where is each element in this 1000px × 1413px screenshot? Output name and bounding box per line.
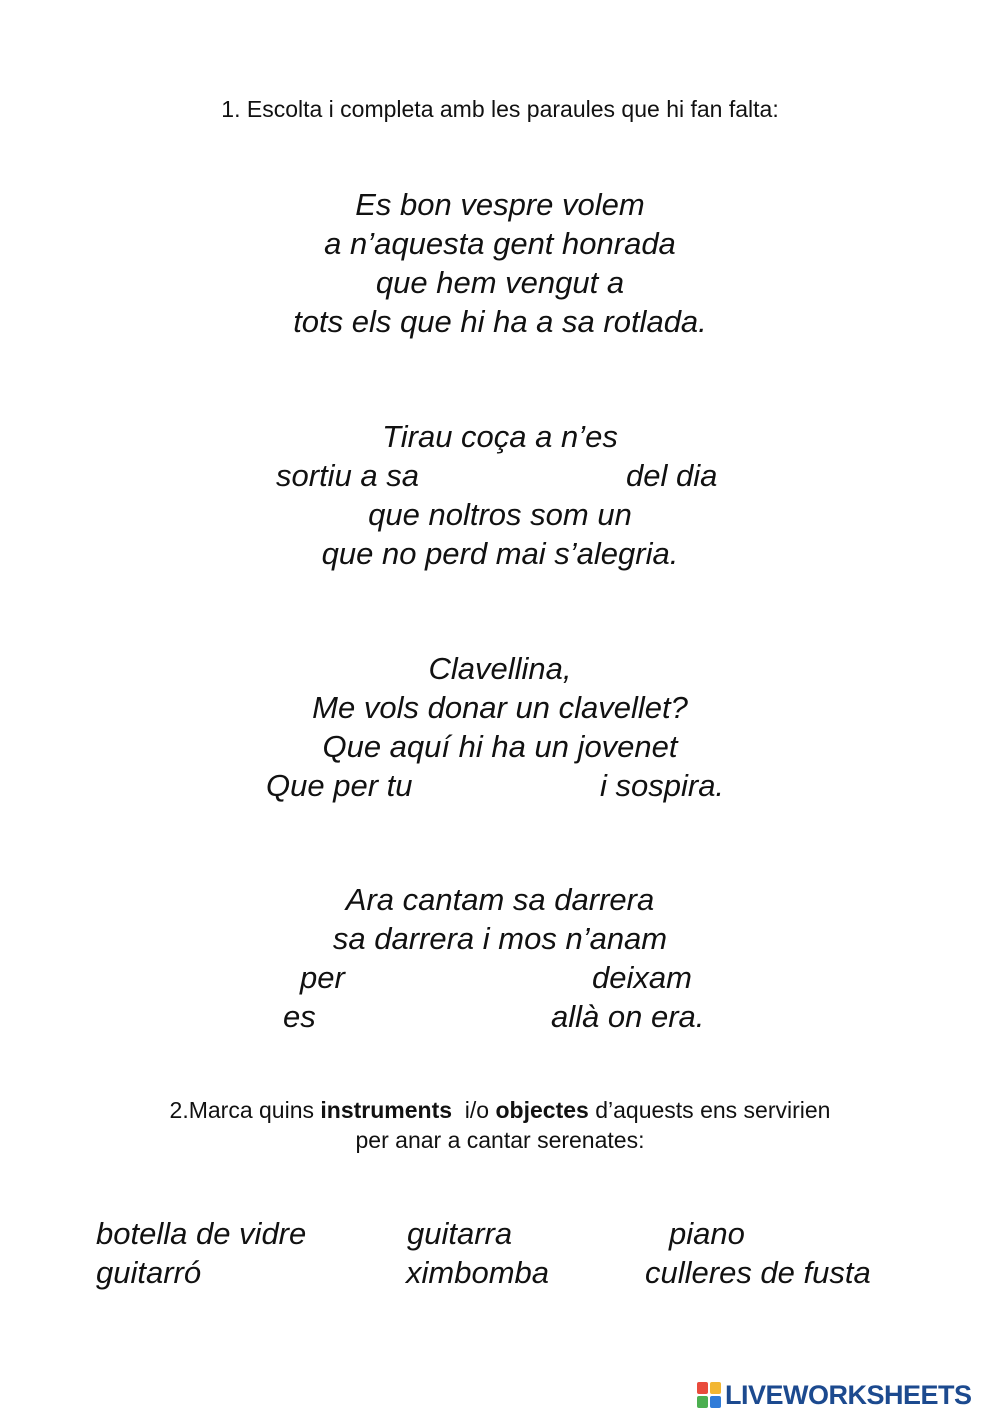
verse-line: que hem vengut a	[375, 265, 625, 300]
verse-line: Me vols donar un clavellet?	[312, 690, 688, 725]
verse-line: que noltros som un	[368, 497, 632, 532]
verse-line: Tirau coça a n’es	[382, 419, 618, 454]
mark-square	[697, 1382, 708, 1394]
liveworksheets-logo-text: LIVEWORKSHEETS	[725, 1379, 972, 1410]
instruction-text: d’aquests ens servirien	[588, 1097, 831, 1123]
verse-line: que no perd mai s’alegria.	[321, 536, 679, 571]
verse-line-end: deixam	[592, 960, 692, 995]
option-ximbomba[interactable]: ximbomba	[406, 1255, 549, 1290]
verse-line: Que per tu	[266, 768, 413, 803]
instruction-text: 2.Marca quins	[169, 1097, 321, 1123]
verse-4	[0, 880, 1000, 1040]
exercise-1-instruction: 1. Escolta i completa amb les paraules que hi fan falta:	[221, 96, 779, 122]
verse-line: sortiu a sa	[276, 458, 420, 493]
mark-square	[710, 1396, 721, 1408]
option-guitarro[interactable]: guitarró	[96, 1255, 202, 1290]
verse-1	[0, 185, 1000, 345]
liveworksheets-mark-icon	[697, 1382, 721, 1408]
option-guitarra[interactable]: guitarra	[407, 1216, 513, 1251]
exercise-2-instruction-line-2: per anar a cantar serenates:	[355, 1127, 645, 1153]
instruction-text: i/o	[452, 1097, 496, 1123]
verse-line-end: allà on era.	[551, 999, 705, 1034]
instruction-bold-objectes: objectes	[495, 1097, 589, 1123]
instruction-bold-instruments: instruments	[320, 1097, 453, 1123]
liveworksheets-logo	[697, 1378, 972, 1412]
verse-line: sa darrera i mos n’anam	[332, 921, 668, 956]
exercise-2-instruction-line-1	[0, 1095, 1000, 1125]
option-botella-de-vidre[interactable]: botella de vidre	[96, 1216, 307, 1251]
verse-line-end: i sospira.	[600, 768, 725, 803]
verse-line-end: del dia	[626, 458, 718, 493]
verse-line: tots els que hi ha a sa rotlada.	[293, 304, 707, 339]
verse-2	[0, 417, 1000, 577]
mark-square	[697, 1396, 708, 1408]
verse-3	[0, 649, 1000, 809]
option-culleres-de-fusta[interactable]: culleres de fusta	[645, 1255, 871, 1290]
verse-line: Que aquí hi ha un jovenet	[322, 729, 678, 764]
verse-line: Clavellina,	[428, 651, 572, 686]
mark-square	[710, 1382, 721, 1394]
exercise-2-instruction	[0, 1095, 1000, 1155]
verse-line: Es bon vespre volem	[355, 187, 645, 222]
verse-line: Ara cantam sa darrera	[345, 882, 655, 917]
verse-line: es	[283, 999, 316, 1034]
verse-line: per	[300, 960, 345, 995]
verse-line: a n’aquesta gent honrada	[324, 226, 676, 261]
option-piano[interactable]: piano	[669, 1216, 745, 1251]
